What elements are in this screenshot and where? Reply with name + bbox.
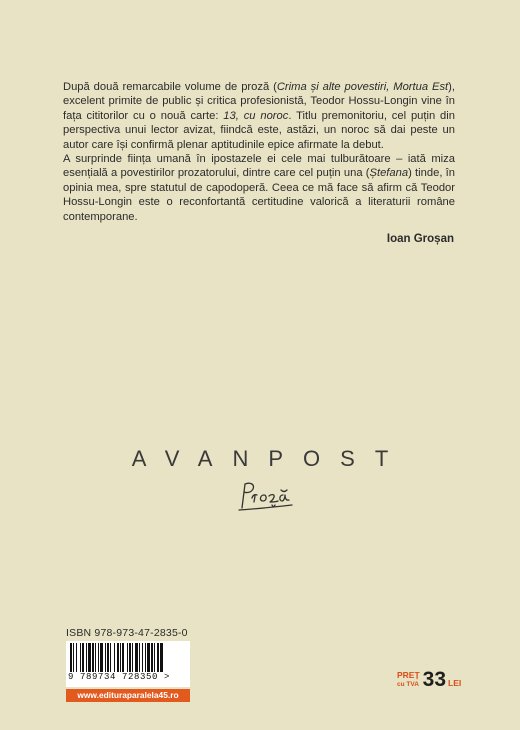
blurb-book-titles: Crima și alte povestiri, Mortua Est (276, 81, 449, 93)
blurb-book-title: 13, cu noroc (223, 109, 289, 122)
blurb-text: ), excelent primite de public și critica profesionistă, Teodor Hossu-Longin vine în fața cititorilor cu o nouă carte: (63, 81, 455, 122)
blurb-text: ) tinde, în opinia mea, spre statutul de capodoperă. Ceea ce mă face să afirm că Teodor Hossu-Longin este o reconfortantă certitudine valorică a literaturii române contemporane. (63, 167, 455, 223)
back-cover-blurb (63, 80, 455, 224)
price-currency: LEI (448, 678, 462, 688)
barcode-icon (66, 641, 190, 672)
price-vat-label: cu TVA (397, 681, 419, 688)
blurb-text: . Titlu premonitoriu, cel puțin din perspectiva unui lector avizat, fiindcă este, astăzi, un noroc să dai peste un autor care își confirmă plenar aptitudinile epice afirmate la debut. (63, 109, 455, 151)
blurb-paragraph-1 (63, 80, 455, 152)
series-name: AVANPOST (131, 446, 409, 471)
price-tag (397, 667, 461, 693)
price-value: 33 (422, 668, 447, 691)
publisher-website: www.edituraparalela45.ro (66, 689, 190, 702)
genre-script-logo (236, 478, 296, 512)
price-words (397, 670, 420, 690)
genre-script-icon (236, 478, 296, 512)
blurb-text: După două remarcabile volume de proză ( (63, 81, 277, 93)
barcode-digits: 9 789734 728350 > (66, 672, 190, 682)
isbn-label: ISBN 978-973-47-2835-0 (66, 627, 188, 639)
blurb-story-title: Ștefana (369, 167, 409, 180)
blurb-text: A surprinde ființa umană în ipostazele ei cele mai tulburătoare – iată miza esențială a povestirilor prozatorului, dintre care cel puțin una ( (63, 153, 455, 180)
blurb-author: Ioan Groșan (386, 233, 454, 245)
blurb-paragraph-2 (63, 152, 455, 224)
price-label: PREȚ (397, 670, 420, 680)
